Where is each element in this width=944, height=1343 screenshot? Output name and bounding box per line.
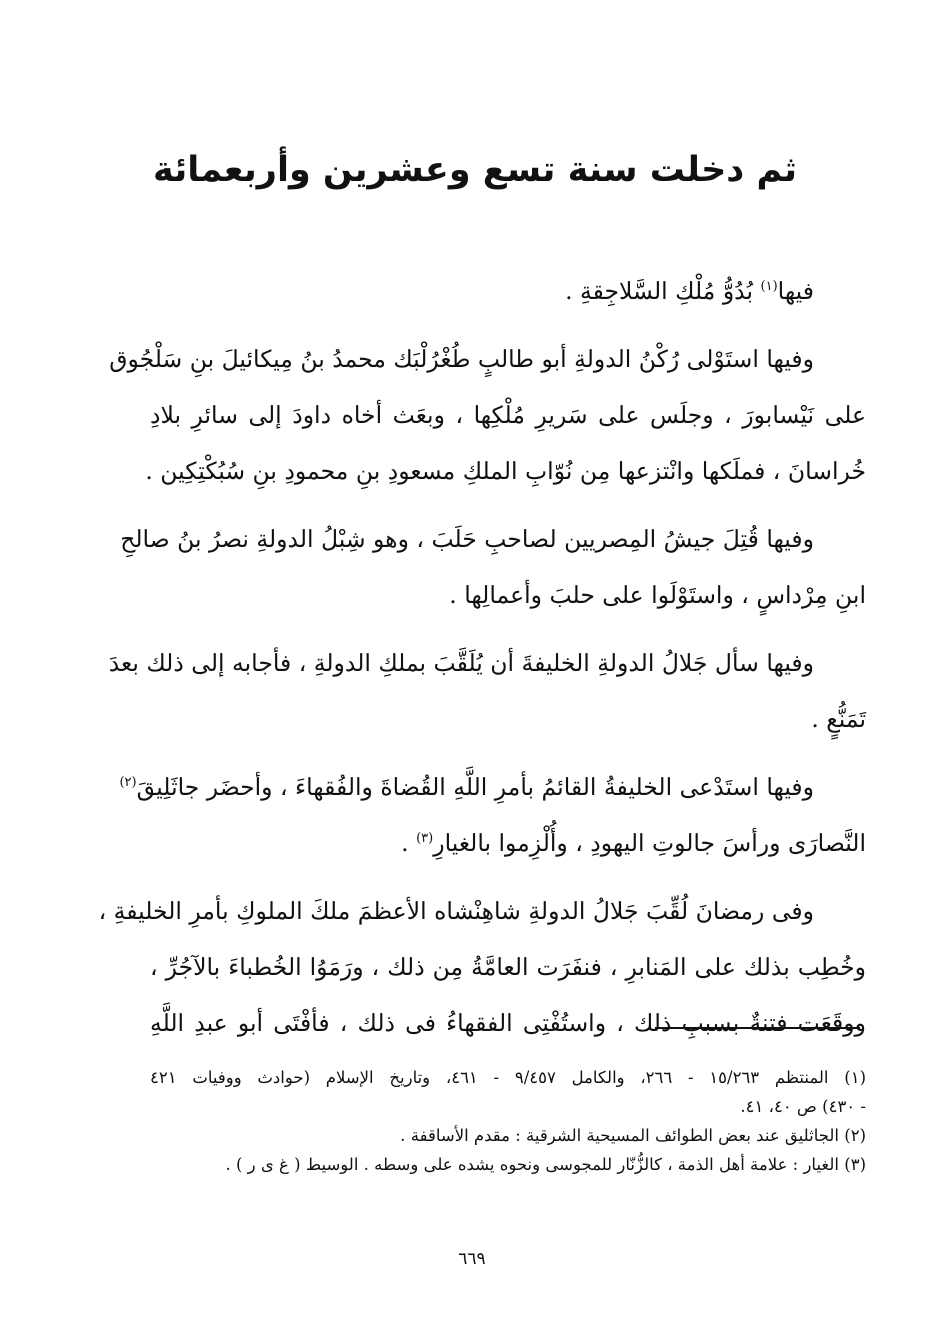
paragraph-4 bbox=[108, 635, 866, 747]
text-line: تَمَنُّعٍ . bbox=[811, 705, 866, 733]
paragraph-5 bbox=[119, 759, 866, 871]
text-line: وفيها سأل جَلالُ الدولةِ الخليفةَ أن يُلَقَّبَ بملكِ الدولةِ ، فأجابه إلى ذلك بعدَ bbox=[108, 649, 814, 677]
text-span: النَّصارَى ورأسَ جالوتِ اليهودِ ، وأُلْزِموا بالغيارِ bbox=[433, 829, 866, 857]
text-line: ابنِ مِرْداسٍ ، واستَوْلَوا على حلبَ وأعمالِها . bbox=[449, 581, 866, 609]
footnote-1 bbox=[150, 1063, 866, 1121]
chapter-title: ثم دخلت سنة تسع وعشرين وأربعمائة bbox=[152, 150, 798, 190]
text-line: وفى رمضانَ لُقِّبَ جَلالُ الدولةِ شاهِنْشاه الأعظمَ ملكَ الملوكِ بأمرِ الخليفةِ ، bbox=[98, 897, 814, 925]
footnote-marker-3: (٣) bbox=[416, 831, 434, 847]
footnote-2 bbox=[150, 1121, 866, 1150]
footnote-separator bbox=[655, 1027, 860, 1029]
page-number: ٦٦٩ bbox=[458, 1249, 486, 1269]
text-line: - ٤٣٠) ص ٤٠، ٤١. bbox=[740, 1097, 866, 1116]
text-line: ووقَعَت فتنةٌ بسببِ ذلك ، واستُفْتِى الفقهاءُ فى ذلك ، فأفْتَى أبو عبدِ اللَّهِ bbox=[150, 1009, 866, 1037]
text-line: وفيها استَوْلى رُكْنُ الدولةِ أبو طالبٍ طُغْرُلْبَك محمدُ بنُ مِيكائيلَ بنِ سَلْجُوق bbox=[109, 345, 814, 373]
paragraph-1 bbox=[150, 263, 866, 319]
footnote-marker-1: (١) bbox=[760, 279, 778, 295]
paragraph-2 bbox=[109, 331, 866, 499]
text-span: وفيها استَدْعى الخليفةُ القائمُ بأمرِ اللَّهِ القُضاةَ والفُقهاءَ ، وأحضَر جاثَلِيقَ bbox=[136, 773, 814, 801]
text-span: بُدُوُّ مُلْكِ السَّلاجِقةِ . bbox=[565, 277, 754, 305]
text-line: وفيها قُتِلَ جيشُ المِصريين لصاحبِ حَلَبَ ، وهو شِبْلُ الدولةِ نصرُ بنُ صالحِ bbox=[120, 525, 814, 553]
text-span: فيها bbox=[777, 277, 814, 305]
text-line: (٢) الجاثليق عند بعض الطوائف المسيحية الشرقية : مقدم الأساقفة . bbox=[400, 1126, 866, 1145]
footnote-3 bbox=[150, 1150, 866, 1179]
paragraph-6 bbox=[98, 883, 866, 1051]
text-line bbox=[150, 263, 866, 319]
text-span: . bbox=[401, 829, 417, 857]
text-line: خُراسانَ ، فملَكها وانْتزعها مِن نُوّابِ الملكِ مسعودِ بنِ محمودِ بنِ سُبُكْتِكِين . bbox=[145, 457, 866, 485]
paragraph-3 bbox=[120, 511, 866, 623]
text-line: على نَيْسابورَ ، وجلَس على سَريرِ مُلْكِها ، وبعَث أخاه داودَ إلى سائرِ بلادِ bbox=[150, 401, 866, 429]
text-line: (١) المنتظم ١٥/٢٦٣ - ٢٦٦، والكامل ٩/٤٥٧ - ٤٦١، وتاريخ الإسلام (حوادث ووفيات ٤٢١ bbox=[150, 1068, 866, 1087]
footnotes bbox=[150, 1063, 866, 1179]
text-line: (٣) الغيار : علامة أهل الذمة ، كالزُّنّار للمجوسى ونحوه يشده على وسطه . الوسيط ( غ ى ر ) . bbox=[225, 1155, 866, 1174]
text-line bbox=[150, 815, 866, 871]
text-line bbox=[119, 759, 866, 815]
footnote-marker-2: (٢) bbox=[119, 775, 137, 791]
main-text bbox=[98, 263, 866, 1051]
text-line: وخُطِب بذلك على المَنابرِ ، فنفَرَت العامَّةُ مِن ذلك ، ورَمَوُا الخُطباءَ بالآجُرِّ ، bbox=[150, 953, 866, 981]
